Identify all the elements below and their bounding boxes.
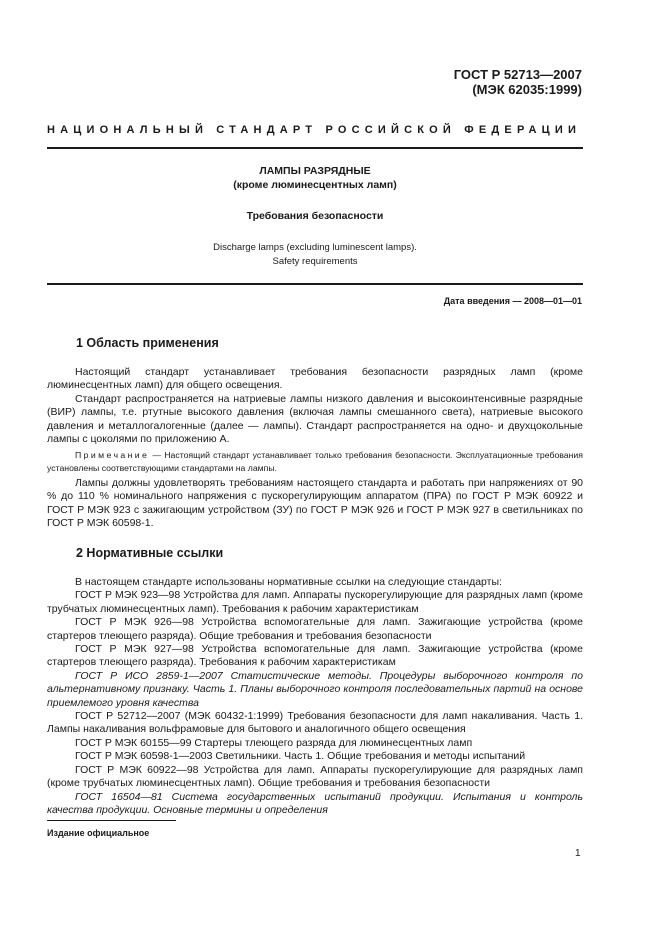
reference-item: ГОСТ 16504—81 Система государственных испытаний продукции. Испытания и контроль качества продукции. Основные термины и определения (47, 790, 583, 816)
title-subtitle: Требования безопасности (246, 210, 384, 222)
reference-item: ГОСТ Р ИСО 2859-1—2007 Статистические методы. Процедуры выборочного контроля по альтернативному признаку. Часть 1. Планы выборочного контроля последовательных партий на основе приемлемого уровня качества (47, 669, 583, 709)
banner-rule (47, 147, 583, 149)
title-line-2: (кроме люминесцентных ламп) (233, 179, 397, 191)
title-line-1: ЛАМПЫ РАЗРЯДНЫЕ (259, 165, 371, 177)
title-english-line-2: Safety requirements (272, 256, 358, 267)
normative-references (47, 576, 583, 817)
edition-label: Издание официальное (47, 828, 150, 838)
introduction-date: Дата введения — 2008—01—01 (443, 296, 582, 306)
reference-item: ГОСТ Р 52712—2007 (МЭК 60432-1:1999) Требования безопасности для ламп накаливания. Часть 1. Лампы накаливания вольфрамовые для бытового и аналогичного общего освещения (47, 710, 583, 736)
note-text: — Настоящий стандарт устанавливает только требования безопасности. Эксплуатационные требования установлены соответствующими стандартами на лампы. (47, 450, 583, 474)
note-label: Примечание (75, 450, 150, 460)
reference-item: ГОСТ Р МЭК 60922—98 Устройства для ламп. Аппараты пускорегулирующие для разрядных ламп (кроме трубчатых люминесцентных ламп). Общие требования и требования безопасности (47, 763, 583, 790)
section-1-body-2 (47, 477, 583, 531)
section-2-heading: 2 Нормативные ссылки (76, 546, 224, 560)
reference-item: ГОСТ Р МЭК 60155—99 Стартеры тлеющего разряда для люминесцентных ламп (75, 736, 473, 749)
title-rule (47, 283, 583, 285)
section-1-paragraph-3: Лампы должны удовлетворять требованиям настоящего стандарта и работать при напряжениях от 90 % до 110 % номинального напряжения с пускорегулирующим аппаратом (ПРА) по ГОСТ Р МЭК 60922 и ГОСТ Р МЭК 923 с зажигающим устройством (ЗУ) по ГОСТ Р МЭК 926 и ГОСТ Р МЭК 927 в светильниках по ГОСТ Р МЭК 60598-1. (47, 477, 583, 530)
iec-code: (МЭК 62035:1999) (472, 82, 582, 97)
standard-code: ГОСТ Р 52713—2007 (453, 67, 582, 82)
reference-item: ГОСТ Р МЭК 60598-1—2003 Светильники. Часть 1. Общие требования и методы испытаний (75, 750, 526, 763)
reference-item: ГОСТ Р МЭК 923—98 Устройства для ламп. Аппараты пускорегулирующие для разрядных ламп (кроме трубчатых люминесцентных ламп). Требования к рабочим характеристикам (47, 589, 583, 615)
section-1-paragraph-2: Стандарт распространяется на натриевые лампы низкого давления и высокоинтенсивные разрядные (ВИР) лампы, т.е. ртутные высокого давления (включая лампы смешанного света), натриевые высокого давления и металлогалогенные (далее — лампы). Стандарт распространяется на одно- и двухцокольные лампы с цоколями по приложению А. (47, 392, 583, 446)
references-intro: В настоящем стандарте использованы нормативные ссылки на следующие стандарты: (75, 576, 502, 588)
section-1-note (47, 449, 583, 476)
page-number: 1 (575, 848, 581, 859)
section-1-paragraph-1: Настоящий стандарт устанавливает требования безопасности разрядных ламп (кроме люминесцентных ламп) для общего освещения. (47, 366, 583, 392)
reference-item: ГОСТ Р МЭК 927—98 Устройства вспомогательные для ламп. Зажигающие устройства (кроме стартеров тлеющего разряда). Требования к рабочим характеристикам (47, 643, 583, 669)
national-standard-banner: НАЦИОНАЛЬНЫЙ СТАНДАРТ РОССИЙСКОЙ ФЕДЕРАЦИИ (47, 124, 582, 136)
title-english-line-1: Discharge lamps (excluding luminescent lamps). (213, 242, 417, 253)
section-1-heading: 1 Область применения (76, 336, 219, 350)
section-1-body (47, 366, 583, 446)
reference-item: ГОСТ Р МЭК 926—98 Устройства вспомогательные для ламп. Зажигающие устройства (кроме стартеров тлеющего разряда). Общие требования и требования безопасности (47, 616, 583, 642)
footer-rule (47, 820, 176, 821)
